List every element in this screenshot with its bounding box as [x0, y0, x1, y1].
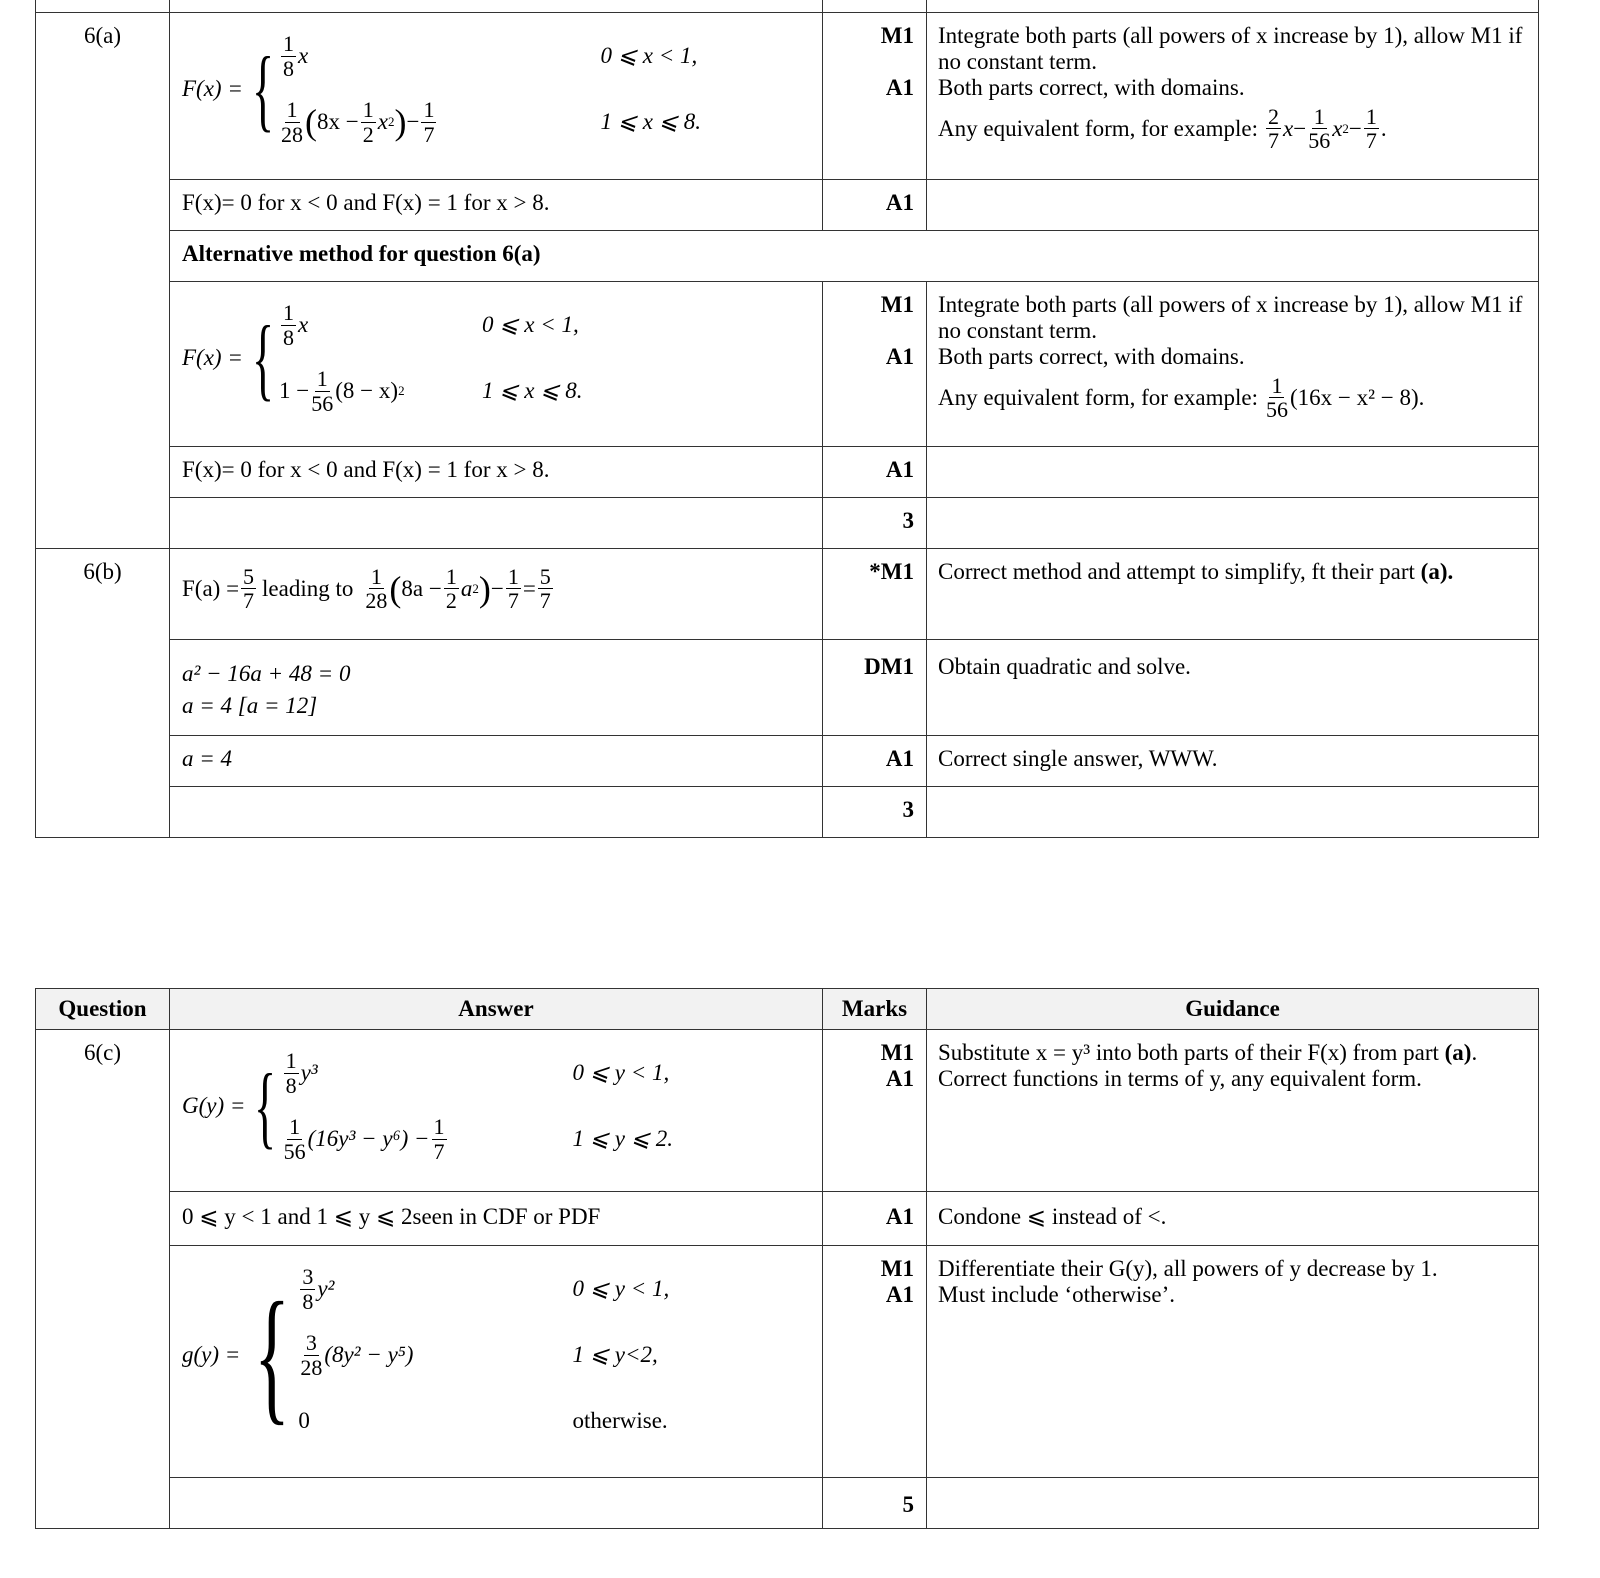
mark-scheme-table-top [35, 0, 1539, 838]
answer-cell: F(x) = { $\frac{1}{8}$ x 0 ⩽ x < 1, $\frac{1}{28}$ ( 8x − $\frac{1}{2}$ x 2 ) − $\frac{1}{7}$ 1 ⩽ x ⩽ 8. [170, 13, 823, 180]
math-term: (16x − x² − 8). [1289, 384, 1425, 410]
math-term: x [298, 43, 309, 68]
math-term: a [460, 575, 473, 601]
answer-cell [170, 1030, 823, 1192]
guidance-text: Correct single answer, WWW. [927, 736, 1539, 787]
guidance-cell [927, 549, 1539, 640]
mark-label: DM1 [823, 640, 927, 736]
brace-glyph: { [251, 307, 274, 409]
math-line: a = 4 [a = 12] [182, 693, 318, 718]
math-lhs: F(a) = [182, 575, 240, 601]
guidance-text: Obtain quadratic and solve. [927, 640, 1539, 736]
mark-label: A1 [823, 447, 927, 498]
math-lhs: g(y) = [182, 1342, 241, 1367]
fraction: $\frac{1}{56}$ [311, 366, 334, 416]
marks-total: 3 [823, 498, 927, 549]
mark-label: A1 [885, 75, 914, 100]
math-lhs: G(y) = [182, 1093, 246, 1118]
table-row [36, 498, 1539, 549]
fraction: $\frac{1}{7}$ [433, 1114, 445, 1164]
guidance-cell [927, 1246, 1539, 1478]
guidance-text: Any equivalent form, for example: [938, 384, 1258, 410]
table-row [36, 1030, 1539, 1192]
math-term: 1 − [279, 378, 310, 403]
math-term: 8a − [401, 575, 442, 601]
header-row [36, 989, 1539, 1030]
question-number: 6(c) [36, 1030, 170, 1529]
table-row [36, 1246, 1539, 1478]
guidance-cell [927, 498, 1539, 549]
fraction: $\frac{1}{28}$ [365, 564, 388, 614]
mark-scheme-table-bottom [35, 988, 1539, 1529]
fraction: $\frac{5}{7}$ [539, 564, 551, 614]
marks-total: 3 [823, 787, 927, 838]
answer-cell [170, 787, 823, 838]
column-header-marks: Marks [823, 989, 927, 1030]
math-lhs: F(x) = [182, 76, 243, 101]
guidance-text: Both parts correct, with domains. [938, 75, 1245, 100]
table-row [36, 447, 1539, 498]
column-header-answer: Answer [170, 989, 823, 1030]
math-term: x [377, 109, 388, 134]
fraction: $\frac{1}{8}$ [283, 300, 295, 350]
fraction: $\frac{1}{7}$ [1365, 104, 1377, 154]
answer-cell [170, 640, 823, 736]
table-row [36, 282, 1539, 447]
guidance-text: Condone ⩽ instead of <. [927, 1192, 1539, 1246]
fraction: $\frac{2}{7}$ [1267, 104, 1279, 154]
guidance-cell: Substitute x = y³ into both parts of their F(x) from part (a). Correct functions in terms of y, any equivalent form. [927, 1030, 1539, 1192]
guidance-text: Any equivalent form, for example: [938, 115, 1258, 141]
guidance-text: Both parts correct, with domains. [938, 344, 1245, 369]
table-row [36, 640, 1539, 736]
answer-cell: F(x) = { $\frac{1}{8}$ x 0 ⩽ x < 1, 1 − $\frac{1}{56}$ (8 − x) 2 1 ⩽ x ⩽ 8. [170, 282, 823, 447]
answer-text: a = 4 [170, 736, 823, 787]
math-term: (16y³ − y⁶) − [307, 1126, 430, 1151]
mark-label: M1 [880, 1040, 914, 1065]
column-header-guidance: Guidance [927, 989, 1539, 1030]
fraction: $\frac{1}{56}$ [283, 1114, 306, 1164]
math-term: 8x − [317, 109, 359, 134]
fraction: $\frac{1}{7}$ [423, 97, 435, 147]
guidance-text: Integrate both parts (all powers of x increase by 1), allow M1 if no constant term. [938, 292, 1523, 343]
mark-label: A1 [885, 344, 914, 369]
guidance-cell [927, 282, 1539, 447]
mark-label: A1 [823, 1192, 927, 1246]
answer-cell [170, 498, 823, 549]
domain-text: 1 ⩽ y ⩽ 2. [572, 1126, 674, 1151]
guidance-text: Correct functions in terms of y, any equivalent form. [938, 1066, 1422, 1091]
guidance-text: Must include ‘otherwise’. [938, 1282, 1175, 1307]
guidance-cell [927, 787, 1539, 838]
math-term: x [298, 312, 309, 337]
marks-cell [823, 282, 927, 447]
marks-cell [823, 1246, 927, 1478]
answer-cell: F(a) = $\frac{5}{7}$ leading to $\frac{1}{28}$ ( 8a − $\frac{1}{2}$ a 2 ) − $\frac{1}{7}$ = $\frac{5}{7}$ [170, 549, 823, 640]
marks-total: 5 [823, 1478, 927, 1529]
column-header-question: Question [36, 989, 170, 1030]
mark-label: M1 [880, 292, 914, 317]
mark-label: A1 [823, 736, 927, 787]
fraction: $\frac{1}{7}$ [507, 564, 519, 614]
guidance-text: Integrate both parts (all powers of x increase by 1), allow M1 if no constant term. [938, 23, 1523, 74]
table-row [36, 13, 1539, 180]
answer-text: F(x)= 0 for x < 0 and F(x) = 1 for x > 8. [170, 180, 823, 231]
answer-text: 0 ⩽ y < 1 and 1 ⩽ y ⩽ 2seen in CDF or PDF [170, 1192, 823, 1246]
mark-label: M1 [880, 1256, 914, 1281]
table-row [36, 736, 1539, 787]
mark-label: A1 [885, 1282, 914, 1307]
math-term: (8 − x) [335, 378, 399, 403]
math-text: leading to [262, 575, 354, 601]
table-row [36, 0, 1539, 13]
guidance-text-bold: (a) [1444, 1040, 1472, 1065]
brace-glyph: { [251, 38, 274, 140]
question-number: 6(b) [36, 549, 170, 838]
mark-label: *M1 [823, 549, 927, 640]
math-term: 0 [298, 1408, 310, 1433]
mark-label: M1 [880, 23, 914, 48]
brace-glyph: { [254, 1272, 291, 1438]
fraction: $\frac{1}{2}$ [362, 97, 374, 147]
math-term: y³ [300, 1060, 318, 1085]
table-row [36, 231, 1539, 282]
domain-text: 1 ⩽ x ⩽ 8. [482, 378, 583, 403]
domain-text: 0 ⩽ x < 1, [600, 43, 698, 68]
domain-text: 0 ⩽ y < 1, [572, 1276, 670, 1301]
guidance-text: Correct method and attempt to simplify, ft their part [938, 559, 1415, 584]
question-number: 6(a) [36, 13, 170, 549]
fraction: $\frac{3}{28}$ [300, 1330, 323, 1380]
math-line: a² − 16a + 48 = 0 [182, 661, 351, 686]
math-term: y² [317, 1276, 335, 1301]
table-row [36, 1192, 1539, 1246]
table-row [36, 1478, 1539, 1529]
fraction: $\frac{1}{2}$ [445, 564, 457, 614]
mark-label: A1 [885, 1066, 914, 1091]
domain-text: 1 ⩽ x ⩽ 8. [600, 109, 702, 134]
domain-text: 1 ⩽ y<2, [572, 1342, 658, 1367]
fraction: $\frac{1}{8}$ [285, 1048, 297, 1098]
math-lhs: F(x) = [182, 345, 243, 370]
domain-text: 0 ⩽ y < 1, [572, 1060, 670, 1085]
answer-text: F(x)= 0 for x < 0 and F(x) = 1 for x > 8. [170, 447, 823, 498]
table-row [36, 549, 1539, 640]
guidance-text: Substitute x = y³ into both parts of their F(x) from part [938, 1040, 1439, 1065]
fraction: $\frac{1}{8}$ [283, 31, 295, 81]
guidance-text: Differentiate their G(y), all powers of y decrease by 1. [938, 1256, 1438, 1281]
table-row [36, 180, 1539, 231]
marks-cell [823, 1030, 927, 1192]
marks-cell [823, 13, 927, 180]
domain-text: 0 ⩽ x < 1, [482, 312, 579, 337]
fraction: $\frac{1}{28}$ [281, 97, 304, 147]
math-term: (8y² − y⁵) [324, 1342, 414, 1367]
brace-glyph: { [254, 1055, 277, 1157]
guidance-cell [927, 1478, 1539, 1529]
answer-cell [170, 1478, 823, 1529]
guidance-cell [927, 447, 1539, 498]
fraction: $\frac{3}{8}$ [302, 1264, 314, 1314]
mark-label: A1 [823, 180, 927, 231]
table-row [36, 787, 1539, 838]
guidance-cell: Integrate both parts (all powers of x increase by 1), allow M1 if no constant term. Both parts correct, with domains. Any equivalent form, for example: $\frac{2}{7}$ x − $\frac{1}{56}$ x 2 − $\frac{1}{7}$ . [927, 13, 1539, 180]
guidance-cell [927, 180, 1539, 231]
fraction: $\frac{1}{56}$ [1265, 373, 1288, 423]
fraction: $\frac{5}{7}$ [243, 564, 255, 614]
alt-method-heading: Alternative method for question 6(a) [170, 231, 1539, 282]
domain-text: otherwise. [572, 1408, 668, 1433]
answer-cell [170, 1246, 823, 1478]
fraction: $\frac{1}{56}$ [1308, 104, 1331, 154]
guidance-text-bold: (a). [1420, 559, 1454, 584]
